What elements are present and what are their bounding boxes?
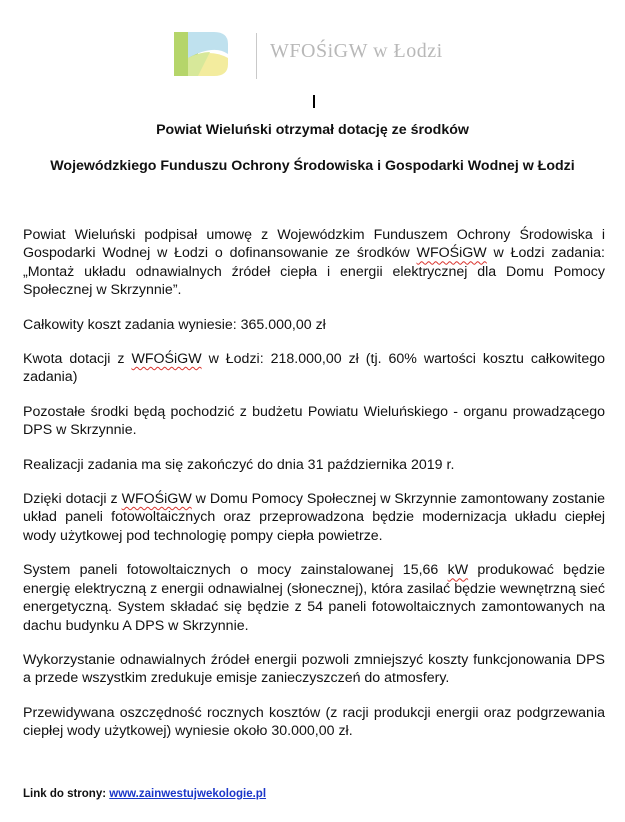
paragraph-agreement: Powiat Wieluński podpisał umowę z Wojewódzkim Funduszem Ochrony Środowiska i Gospodarki Wodnej w Łodzi o dofinansowanie ze środków WFOŚiGW w Łodzi zadania: „Montaż układu odnawialnych źródeł ciepła i energii elektrycznej dla Domu Pomocy Społecznej w Skrzynnie”. <box>23 227 605 299</box>
paragraph-benefits: Wykorzystanie odnawialnych źródeł energii pozwoli zmniejszyć koszty funkcjonowania DPS a przede wszystkim zredukuje emisje zanieczyszczeń do atmosfery. <box>23 651 605 687</box>
paragraph-remaining-funds: Pozostałe środki będą pochodzić z budżetu Powiatu Wieluńskiego - organu prowadzącego DPS w Skrzynnie. <box>23 403 605 439</box>
document-header <box>0 0 625 100</box>
wfosigw-logo-icon <box>170 30 232 78</box>
document-body <box>23 226 605 741</box>
spellcheck-word: WFOŚiGW <box>416 245 487 262</box>
paragraph-total-cost: Całkowity koszt zadania wyniesie: 365.000,00 zł <box>23 316 326 333</box>
spellcheck-word: WFOŚiGW <box>131 351 202 368</box>
paragraph-deadline: Realizacji zadania ma się zakończyć do dnia 31 października 2019 r. <box>23 456 455 473</box>
logo-divider <box>256 33 257 79</box>
document-title-line-1: Powiat Wieluński otrzymał dotację ze środków <box>156 122 469 138</box>
document-title-line-2: Wojewódzkiego Funduszu Ochrony Środowiska i Gospodarki Wodnej w Łodzi <box>50 158 575 174</box>
paragraph-pv-system: System paneli fotowoltaicznych o mocy zainstalowanej 15,66 kW produkować będzie energię elektryczną z energii odnawialnej (słonecznej), która zasilać będzie wewnętrzną sieć energetyczną. System składać się będzie z 54 paneli fotowoltaicznych zamontowanych na dachu budynku A DPS w Skrzynnie. <box>23 562 605 634</box>
logo-wordmark: WFOŚiGW w Łodzi <box>270 40 443 62</box>
link-label: Link do strony: <box>23 788 110 800</box>
spellcheck-word: WFOŚiGW <box>121 491 192 508</box>
text-cursor <box>313 95 315 108</box>
paragraph-grant-amount: Kwota dotacji z WFOŚiGW w Łodzi: 218.000,00 zł (tj. 60% wartości kosztu całkowitego zadania) <box>23 351 605 386</box>
website-link[interactable]: www.zainwestujwekologie.pl <box>109 788 267 800</box>
spellcheck-word: kW <box>447 562 469 579</box>
website-link-line <box>23 788 266 800</box>
paragraph-savings: Przewidywana oszczędność rocznych kosztów (z racji produkcji energii oraz podgrzewania ciepłej wody użytkowej) wyniesie około 30.000,00 zł. <box>23 704 605 740</box>
paragraph-installation: Dzięki dotacji z WFOŚiGW w Domu Pomocy Społecznej w Skrzynnie zamontowany zostanie układ paneli fotowoltaicznych oraz przeprowadzona będzie modernizacja układu ciepłej wody użytkowej pod technologię pompy ciepła powietrze. <box>23 491 605 544</box>
